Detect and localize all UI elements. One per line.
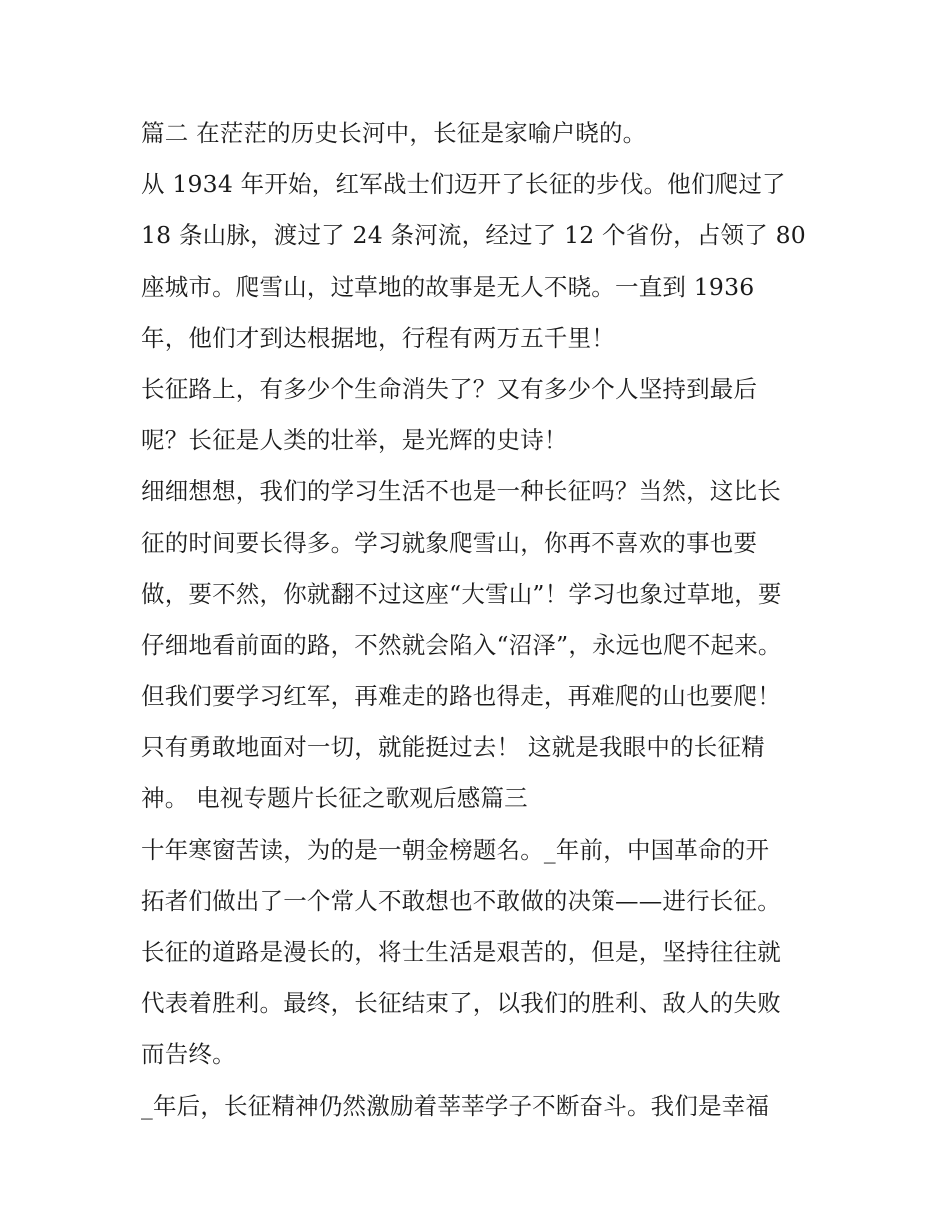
text-line: 座城市。爬雪山，过草地的故事是无人不晓。一直到 1936 xyxy=(141,272,755,301)
text-line: 而告终。 xyxy=(141,1040,236,1069)
text-line: 长征的道路是漫长的，将士生活是艰苦的，但是，坚持往往就 xyxy=(141,938,781,966)
text-line: 神。 电视专题片长征之歌观后感篇三 xyxy=(141,784,528,813)
text-line: _年后，长征精神仍然激励着莘莘学子不断奋斗。我们是幸福 xyxy=(141,1091,770,1120)
text-line: 征的时间要长得多。学习就象爬雪山，你再不喜欢的事也要 xyxy=(141,528,758,557)
text-line: 仔细地看前面的路，不然就会陷入“沼泽”，永远也爬不起来。 xyxy=(141,630,782,659)
text-line: 但我们要学习红军，再难走的路也得走，再难爬的山也要爬！ xyxy=(141,682,781,711)
body-text xyxy=(141,108,841,1132)
text-line: 长征路上，有多少个生命消失了？又有多少个人坚持到最后 xyxy=(141,374,758,403)
text-line: 从 1934 年开始，红军战士们迈开了长征的步伐。他们爬过了 xyxy=(141,170,786,199)
text-line: 拓者们做出了一个常人不敢想也不敢做的决策——进行长征。 xyxy=(141,886,781,915)
text-line: 做，要不然，你就翻不过这座“大雪山”！学习也象过草地，要 xyxy=(141,579,782,608)
text-line: 年，他们才到达根据地，行程有两万五千里！ xyxy=(141,323,615,352)
text-line: 18 条山脉，渡过了 24 条河流，经过了 12 个省份，占领了 80 xyxy=(141,221,806,250)
text-line: 篇二 在茫茫的历史长河中，长征是家喻户晓的。 xyxy=(141,119,647,147)
text-line: 十年寒窗苦读，为的是一朝金榜题名。_年前，中国革命的开 xyxy=(141,835,770,864)
text-line: 呢？长征是人类的壮举，是光辉的史诗！ xyxy=(141,426,568,455)
text-line: 只有勇敢地面对一切，就能挺过去！ 这就是我眼中的长征精 xyxy=(141,733,765,762)
text-line: 细细想想，我们的学习生活不也是一种长征吗？当然，这比长 xyxy=(141,477,781,506)
text-line: 代表着胜利。最终，长征结束了，以我们的胜利、敌人的失败 xyxy=(141,989,781,1018)
